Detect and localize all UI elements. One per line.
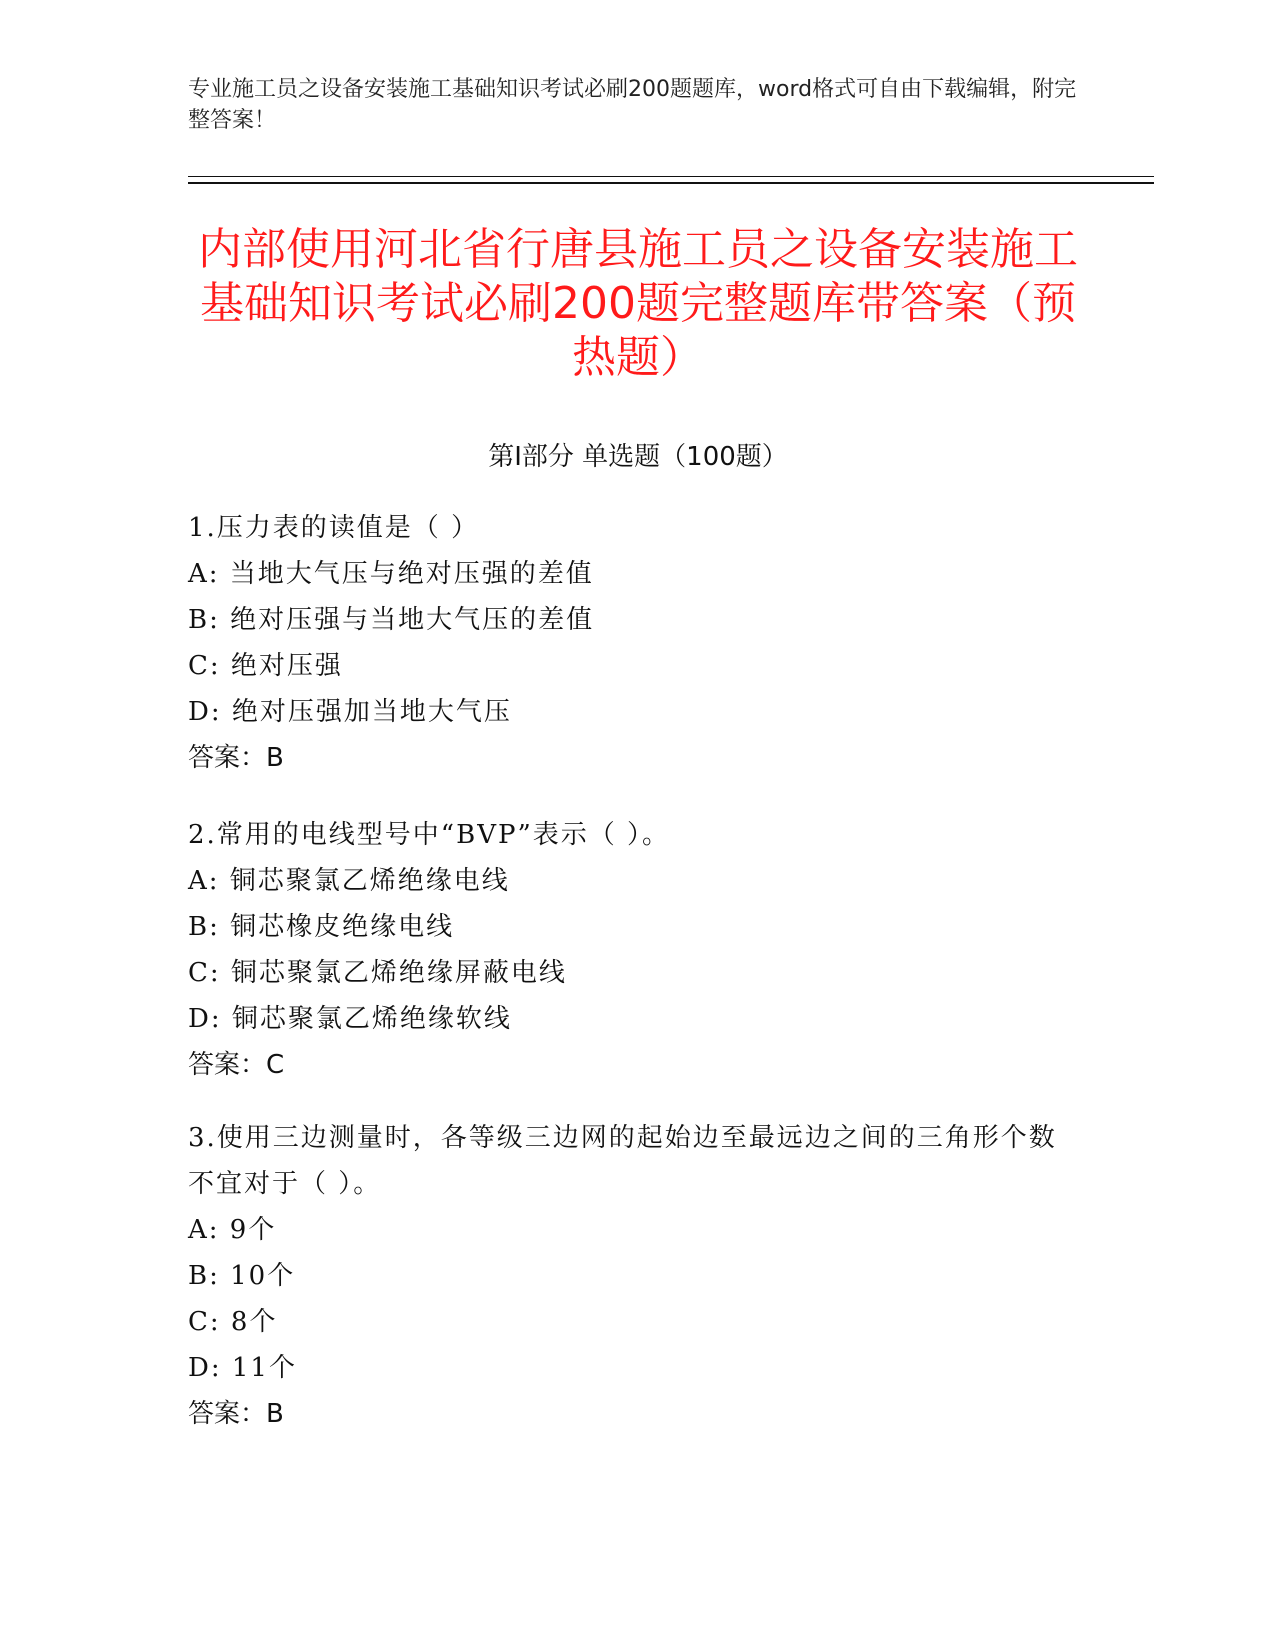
option-c: C: 8个 (188, 1307, 278, 1337)
header-note: 专业施工员之设备安装施工基础知识考试必刷200题题库，word格式可自由下载编辑，附完整答案！ (188, 77, 1077, 133)
question-3 (188, 1115, 1068, 1437)
answer-text: 答案：B (188, 1399, 284, 1429)
option-d: D: 绝对压强加当地大气压 (188, 697, 512, 727)
question-1 (188, 505, 1068, 781)
question-2 (188, 812, 1068, 1088)
document-title: 内部使用河北省行唐县施工员之设备安装施工基础知识考试必刷200题完整题库带答案（预热题） (198, 224, 1078, 383)
answer-text: 答案：B (188, 743, 284, 773)
option-b: B: 绝对压强与当地大气压的差值 (188, 605, 595, 635)
header-divider-thin (188, 176, 1154, 177)
option-d: D: 铜芯聚氯乙烯绝缘软线 (188, 1004, 512, 1034)
option-b: B: 10个 (188, 1261, 296, 1291)
option-a: A: 当地大气压与绝对压强的差值 (188, 559, 594, 589)
question-stem: 2.常用的电线型号中“BVP”表示（ ）。 (188, 820, 671, 850)
question-stem: 1.压力表的读值是（ ） (188, 513, 480, 543)
option-c: C: 绝对压强 (188, 651, 343, 681)
option-b: B: 铜芯橡皮绝缘电线 (188, 912, 455, 942)
question-stem: 3.使用三边测量时，各等级三边网的起始边至最远边之间的三角形个数不宜对于（ ）。 (188, 1123, 1057, 1199)
option-a: A: 9个 (188, 1215, 277, 1245)
option-d: D: 11个 (188, 1353, 297, 1383)
answer-text: 答案：C (188, 1050, 285, 1080)
option-a: A: 铜芯聚氯乙烯绝缘电线 (188, 866, 510, 896)
header-divider-thick (188, 182, 1154, 184)
section-heading: 第Ⅰ部分 单选题（100题） (488, 442, 788, 472)
option-c: C: 铜芯聚氯乙烯绝缘屏蔽电线 (188, 958, 567, 988)
